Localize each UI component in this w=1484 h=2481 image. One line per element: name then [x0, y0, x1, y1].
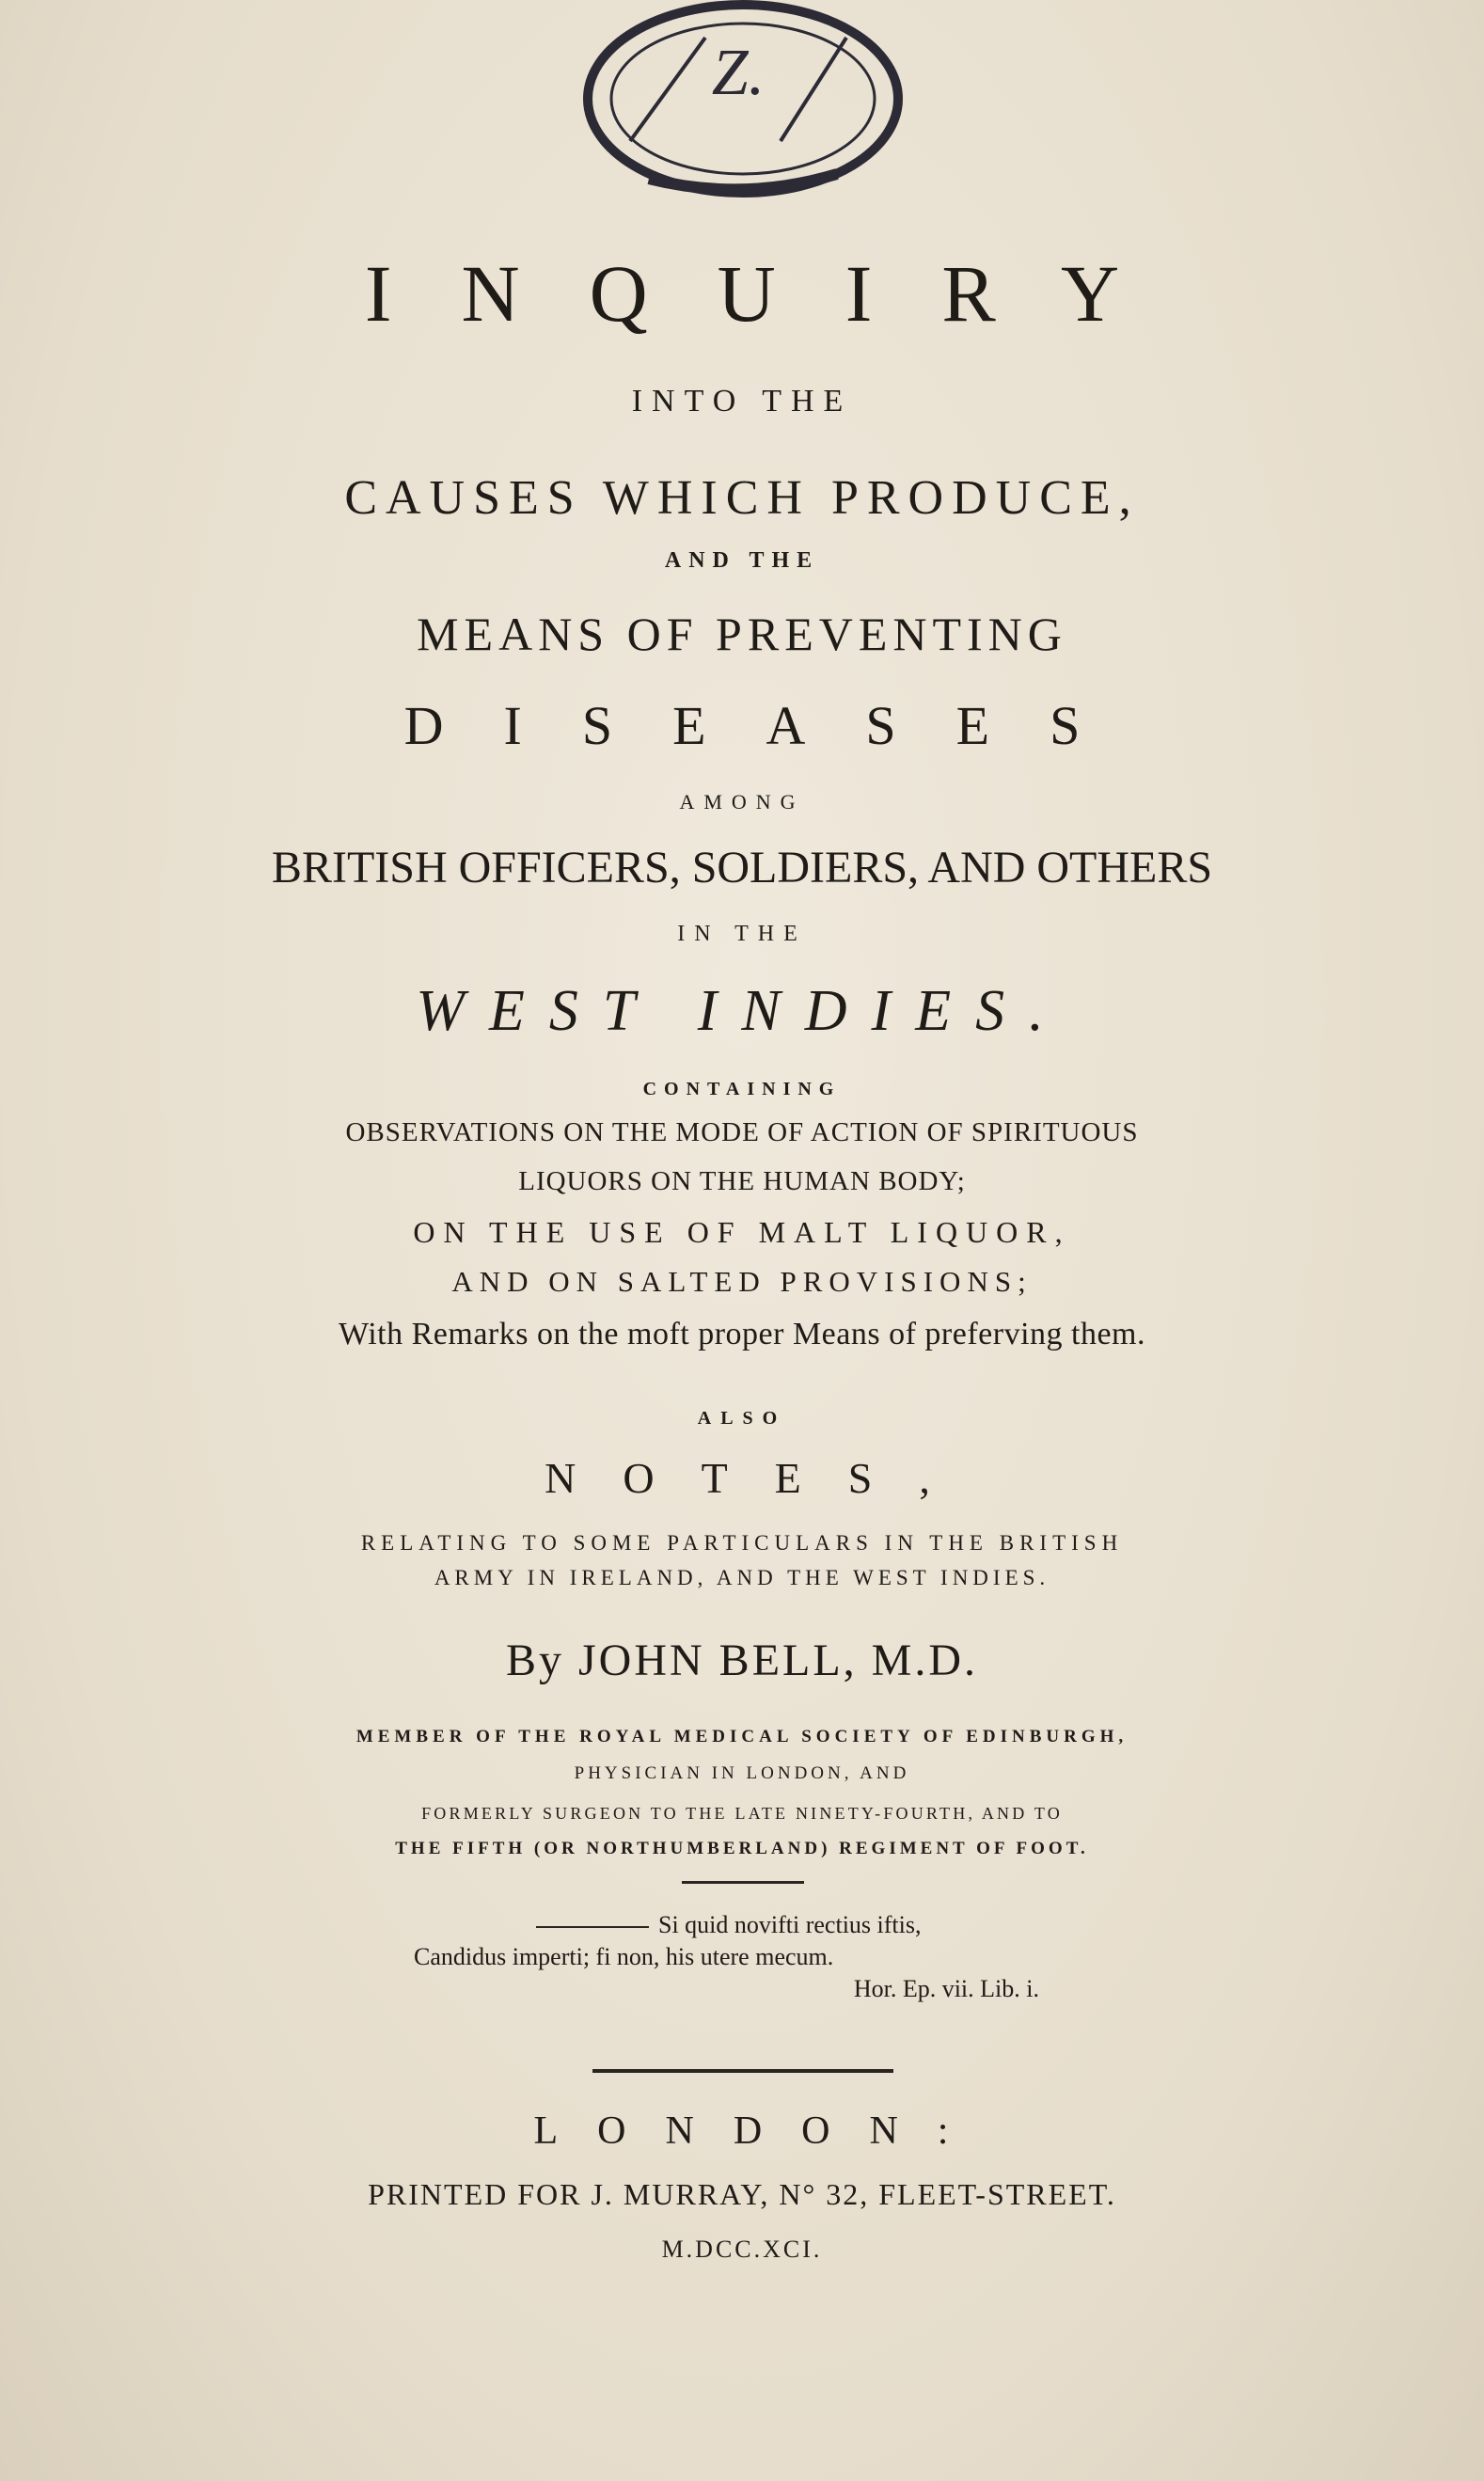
epigraph-dash [536, 1926, 649, 1928]
stamp-text: Z. [711, 37, 766, 109]
contents-remarks: With Remarks on the moft proper Means of preferving them. [338, 1317, 1145, 1351]
title-inquiry: INQUIRY [364, 248, 1190, 339]
epigraph [414, 1909, 1091, 2005]
library-stamp-icon [527, 0, 959, 216]
title-west-indies: WEST INDIES. [416, 979, 1068, 1043]
epigraph-line-2: Candidus imperti; fi non, his utere mecum. [414, 1943, 834, 1970]
divider-rule [592, 2069, 893, 2073]
title-diseases: DISEASES [403, 695, 1141, 756]
contents-salted-provisions: AND ON SALTED PROVISIONS; [451, 1265, 1033, 1298]
author-physician: PHYSICIAN IN LONDON, AND [574, 1763, 910, 1783]
author-member: MEMBER OF THE ROYAL MEDICAL SOCIETY OF EDINBURGH, [355, 1727, 1129, 1746]
title-and-the: AND THE [664, 548, 820, 573]
contents-also: ALSO [697, 1408, 787, 1429]
imprint-city: LONDON: [533, 2110, 988, 2153]
imprint-date: M.DCC.XCI. [661, 2236, 823, 2263]
author-byline: By JOHN BELL, M.D. [505, 1636, 978, 1685]
contents-malt-liquor: ON THE USE OF MALT LIQUOR, [413, 1215, 1071, 1249]
contents-containing: CONTAINING [642, 1079, 842, 1099]
contents-relating: RELATING TO SOME PARTICULARS IN THE BRITISH [360, 1531, 1124, 1555]
contents-observations-line-1: OBSERVATIONS ON THE MODE OF ACTION OF SPIRITUOUS [345, 1117, 1139, 1147]
contents-army: ARMY IN IRELAND, AND THE WEST INDIES. [434, 1566, 1050, 1589]
contents-observations-line-2: LIQUORS ON THE HUMAN BODY; [518, 1166, 966, 1196]
divider-rule [682, 1881, 804, 1884]
title-means: MEANS OF PREVENTING [417, 608, 1067, 660]
epigraph-citation: Hor. Ep. vii. Lib. i. [853, 1975, 1039, 2002]
title-british: BRITISH OFFICERS, SOLDIERS, AND OTHERS [271, 843, 1213, 893]
contents-notes: NOTES, [545, 1454, 977, 1502]
title-into-the: INTO THE [631, 384, 853, 419]
title-among: AMONG [679, 790, 805, 814]
title-causes: CAUSES WHICH PRODUCE, [344, 471, 1140, 525]
author-fifth-regiment: THE FIFTH (OR NORTHUMBERLAND) REGIMENT OF FOOT. [395, 1839, 1089, 1858]
imprint-printer: PRINTED FOR J. MURRAY, N° 32, FLEET-STREET. [368, 2177, 1116, 2211]
epigraph-line-1: Si quid novifti rectius iftis, [658, 1911, 922, 1938]
title-in-the: IN THE [677, 922, 807, 946]
author-formerly: FORMERLY SURGEON TO THE LATE NINETY-FOURTH, AND TO [421, 1804, 1063, 1823]
